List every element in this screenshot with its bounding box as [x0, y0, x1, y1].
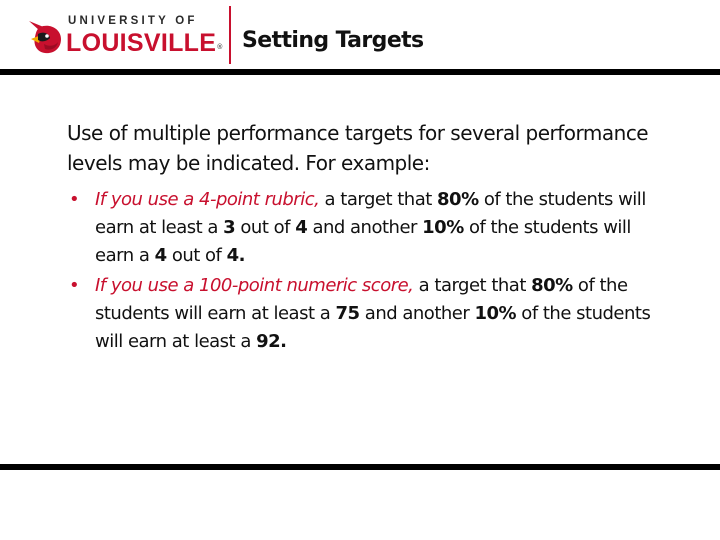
bullet-text: and another: [307, 217, 423, 238]
bullet-value: 75: [335, 303, 360, 324]
bullet-text: and another: [359, 303, 475, 324]
bullet-marker: •: [69, 189, 80, 210]
bullet-list: [67, 186, 667, 356]
bullet-text: of the students will earn at least a: [95, 303, 651, 352]
logo-wordmark: [66, 29, 223, 58]
header-divider: [229, 6, 231, 64]
bullet-marker: •: [69, 275, 80, 296]
cardinal-head-icon: [26, 18, 64, 56]
bullet-lead: If you use a 100-point numeric score,: [95, 275, 414, 296]
bullet-text: .: [280, 331, 287, 352]
bullet-text: of the students will earn a: [95, 217, 631, 266]
registered-mark: ®: [217, 44, 223, 51]
bullet-value: 10%: [474, 303, 517, 324]
bullet-item-rubric: [67, 186, 667, 270]
bullet-value: 92: [256, 331, 281, 352]
intro-text: Use of multiple performance targets for several performance levels may be indicated. For example:: [67, 121, 649, 175]
bullet-text: of the students will earn at least a: [95, 275, 628, 324]
bullet-value: 4: [154, 245, 167, 266]
bullet-text: out of: [166, 245, 227, 266]
top-rule: [0, 69, 720, 75]
bottom-rule: [0, 464, 720, 470]
bullet-text: of the students will earn at least a: [95, 189, 646, 238]
bullet-text: a target that: [319, 189, 438, 210]
bullet-value: 80%: [437, 189, 479, 210]
bullet-value: 4: [295, 217, 308, 238]
slide-body: [67, 118, 667, 358]
bullet-text: out of: [235, 217, 296, 238]
logo-university-of: UNIVERSITY OF: [68, 15, 198, 27]
bullet-value: 4: [226, 245, 239, 266]
slide-header: [0, 0, 720, 70]
bullet-value: 3: [223, 217, 236, 238]
bullet-lead: If you use a 4-point rubric,: [95, 189, 320, 210]
bullet-text: .: [238, 245, 245, 266]
bullet-value: 10%: [422, 217, 464, 238]
slide-title: Setting Targets: [242, 28, 424, 53]
logo-name: LOUISVILLE: [66, 29, 217, 57]
bullet-value: 80%: [531, 275, 573, 296]
bullet-item-numeric: [67, 272, 667, 356]
bullet-text: a target that: [413, 275, 532, 296]
university-logo: [26, 14, 223, 58]
